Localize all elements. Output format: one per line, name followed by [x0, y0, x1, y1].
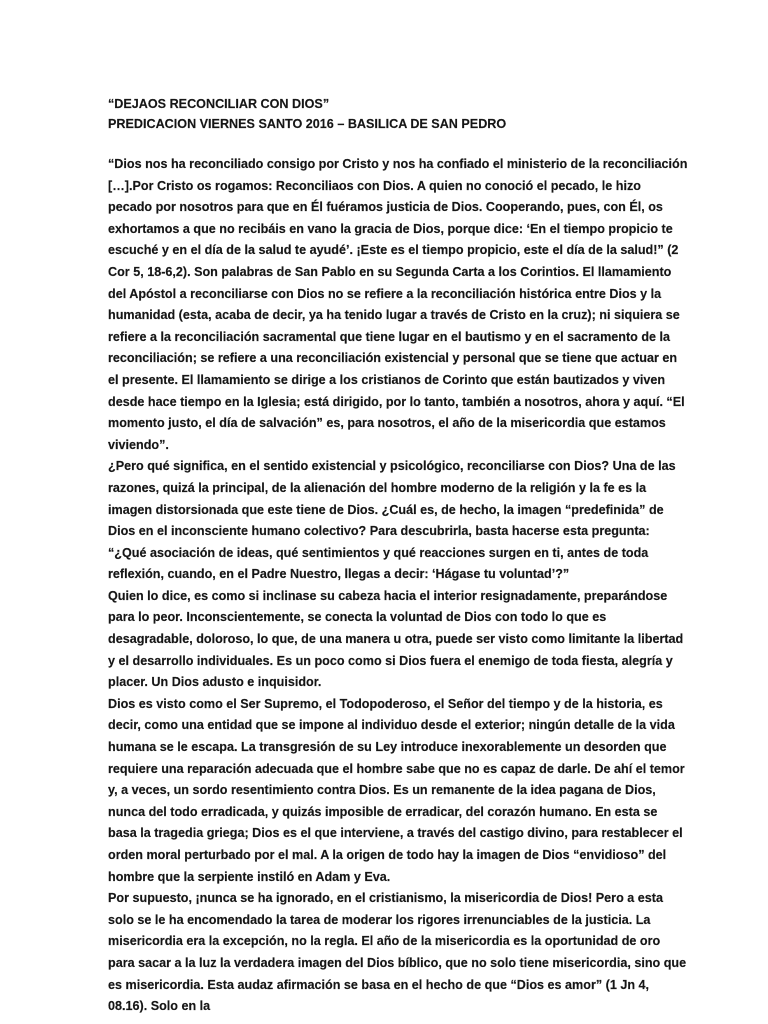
paragraph-5: Por supuesto, ¡nunca se ha ignorado, en el cristianismo, la misericordia de Dios! Pero a esta solo se le ha encomendado la tarea de moderar los rigores irrenunciables de la justicia. La misericordia era la excepción, no la regla. El año de la misericordia es la oportunidad de oro para sacar a la luz la verdadera imagen del Dios bíblico, que no solo tiene misericordia, sino que es misericordia. Esta audaz afirmación se basa en el hecho de que “Dios es amor” (1 Jn 4, 08.16). Solo en la	[108, 891, 687, 1014]
paragraph-3: Quien lo dice, es como si inclinase su cabeza hacia el interior resignadamente, preparándose para lo peor. Inconscientemente, se conecta la voluntad de Dios con todo lo que es desagradable, doloroso, lo que, de una manera u otra, puede ser visto como limitante la libertad y el desarrollo individuales. Es un poco como si Dios fuera el enemigo de toda fiesta, alegría y placer. Un Dios adusto e inquisidor.	[108, 588, 684, 690]
paragraph-2: ¿Pero qué significa, en el sentido existencial y psicológico, reconciliarse con Dios? Una de las razones, quizá la principal, de la alienación del hombre moderno de la religión y la fe es la imagen distorsionada que este tiene de Dios. ¿Cuál es, de hecho, la imagen “predefinida” de Dios en el inconsciente humano colectivo? Para descubrirla, basta hacerse esta pregunta: “¿Qué asociación de ideas, qué sentimientos y qué reacciones surgen en ti, antes de toda reflexión, cuando, en el Padre Nuestro, llegas a decir: ‘Hágase tu voluntad’?”	[108, 459, 676, 582]
document-subtitle: PREDICACION VIERNES SANTO 2016 – BASILICA DE SAN PEDRO	[108, 117, 507, 131]
paragraph-4: Dios es visto como el Ser Supremo, el Todopoderoso, el Señor del tiempo y de la historia, es decir, como una entidad que se impone al individuo desde el exterior; ningún detalle de la vida humana se le escapa. La transgresión de su Ley introduce inexorablemente un desorden que requiere una reparación adecuada que el hombre sabe que no es capaz de darle. De ahí el temor y, a veces, un sordo resentimiento contra Dios. Es un remanente de la idea pagana de Dios, nunca del todo erradicada, y quizás imposible de erradicar, del corazón humano. En esta se basa la tragedia griega; Dios es el que interviene, a través del castigo divino, para restablecer el orden moral perturbado por el mal. A la origen de todo hay la imagen de Dios “envidioso” del hombre que la serpiente instiló en Adam y Eva.	[108, 696, 685, 884]
paragraph-1: “Dios nos ha reconciliado consigo por Cristo y nos ha confiado el ministerio de la reconciliación […].Por Cristo os rogamos: Reconciliaos con Dios. A quien no conoció el pecado, le hizo pecado por nosotros para que en Él fuéramos justicia de Dios. Cooperando, pues, con Él, os exhortamos a que no recibáis en vano la gracia de Dios, porque dice: ‘En el tiempo propicio te escuché y en el día de la salud te ayudé’. ¡Este es el tiempo propicio, este el día de la salud!” (2 Cor 5, 18-6,2). Son palabras de San Pablo en su Segunda Carta a los Corintios. El llamamiento del Apóstol a reconciliarse con Dios no se refiere a la reconciliación histórica entre Dios y la humanidad (esta, acaba de decir, ya ha tenido lugar a través de Cristo en la cruz); ni siquiera se refiere a la reconciliación sacramental que tiene lugar en el bautismo y en el sacramento de la reconciliación; se refiere a una reconciliación existencial y personal que se tiene que actuar en el presente. El llamamiento se dirige a los cristianos de Corinto que están bautizados y viven desde hace tiempo en la Iglesia; está dirigido, por lo tanto, también a nosotros, ahora y aquí. “El momento justo, el día de salvación” es, para nosotros, el año de la misericordia que estamos viviendo”.	[108, 157, 688, 452]
spacer	[108, 134, 688, 154]
document-body	[108, 94, 688, 1018]
document-title: “DEJAOS RECONCILIAR CON DIOS”	[108, 97, 330, 111]
